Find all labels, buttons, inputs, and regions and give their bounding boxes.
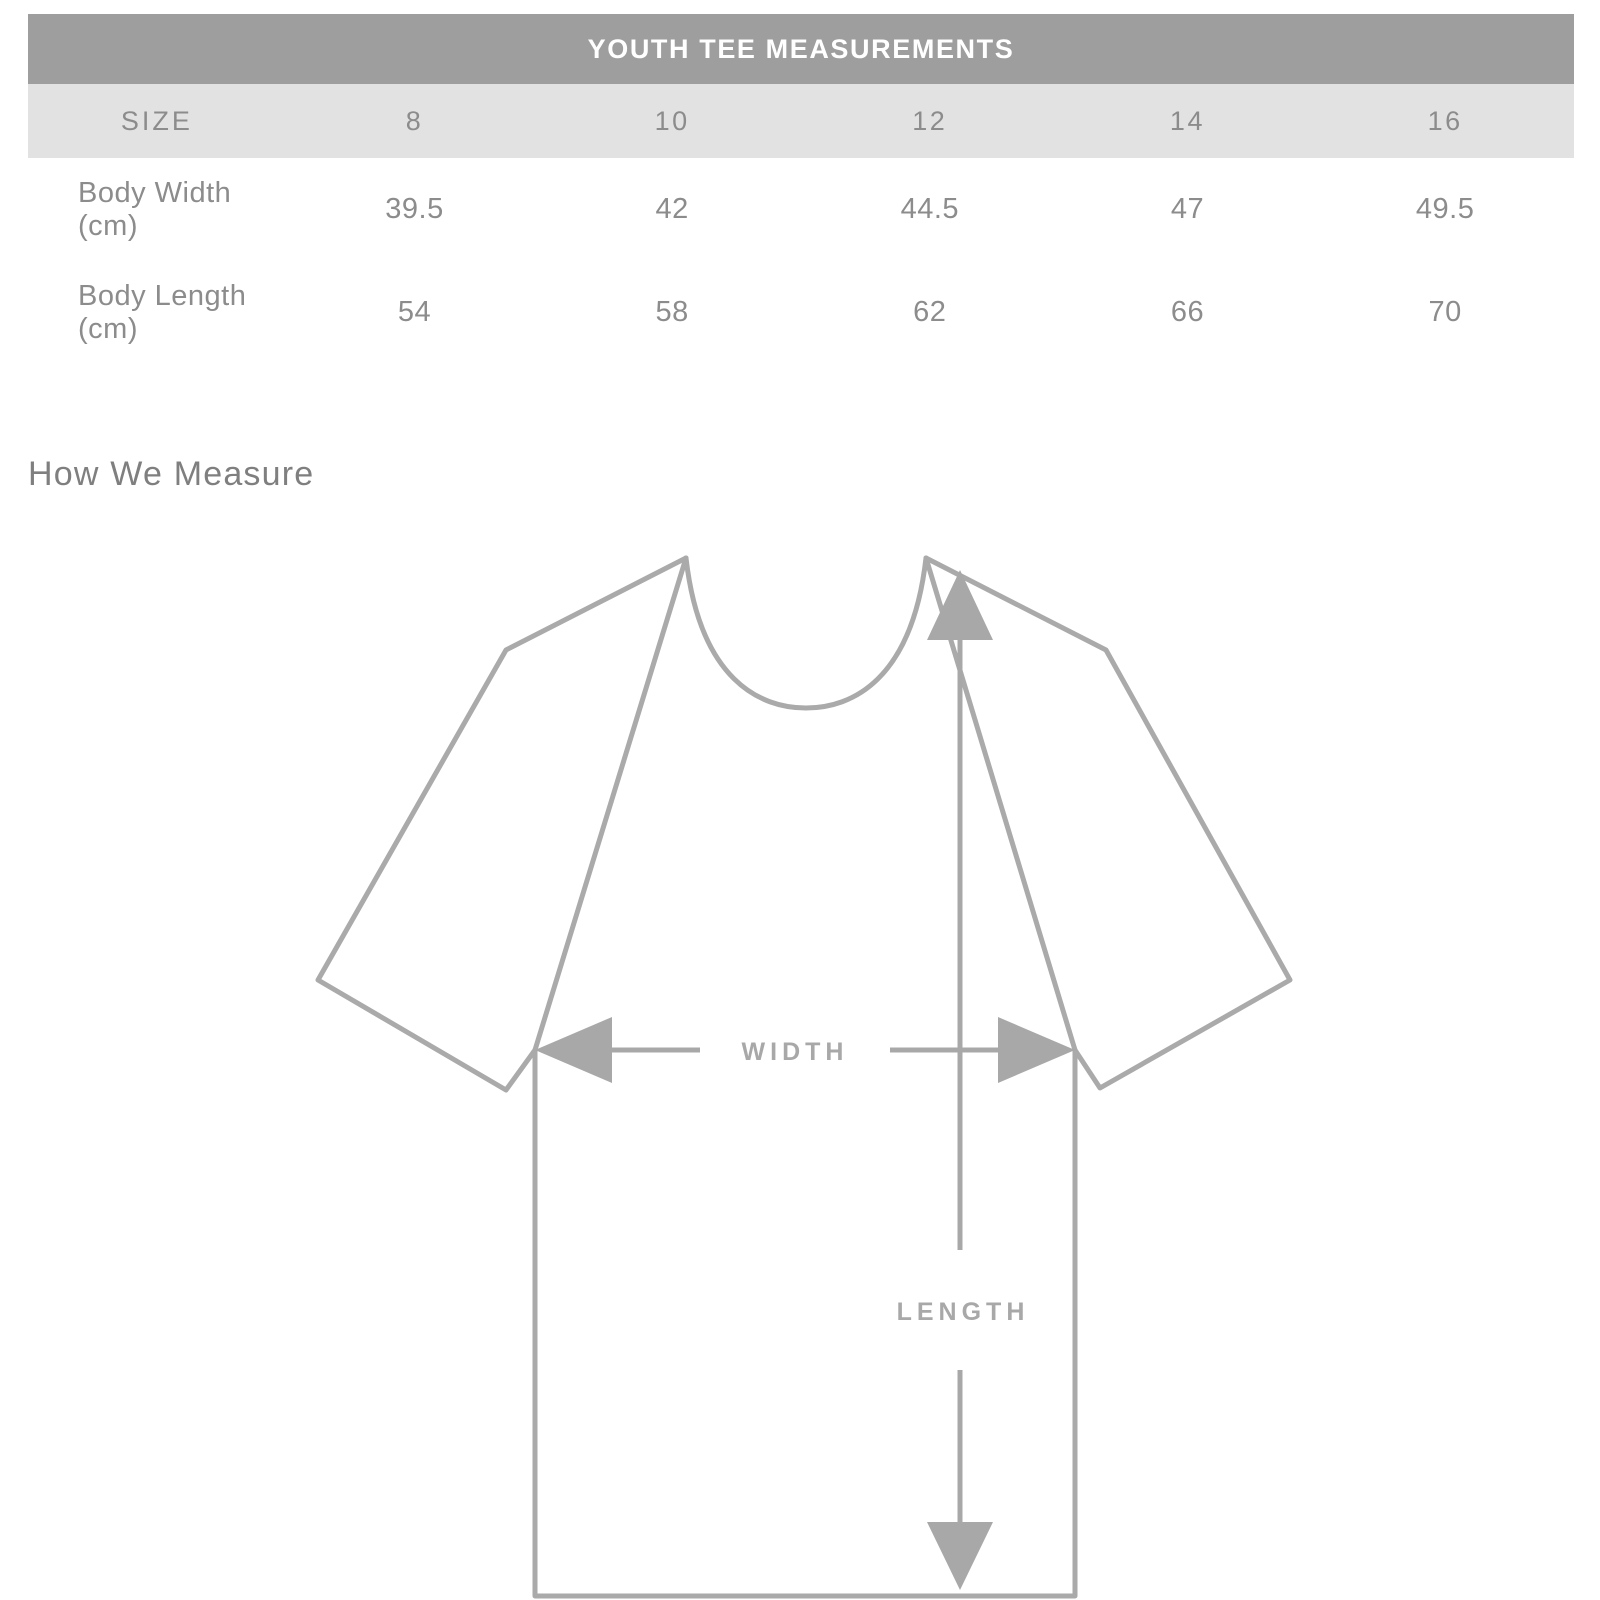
table-row <box>28 261 1574 364</box>
size-chart-table <box>28 14 1574 364</box>
cell-body-length-8: 54 <box>286 261 544 364</box>
header-cell-16: 16 <box>1316 84 1574 158</box>
width-label: WIDTH <box>741 1038 849 1066</box>
table-title: YOUTH TEE MEASUREMENTS <box>28 14 1574 84</box>
cell-body-width-16: 49.5 <box>1316 158 1574 261</box>
width-arrow-icon <box>535 1017 1075 1083</box>
row-label-body-length: Body Length (cm) <box>28 261 286 364</box>
header-cell-14: 14 <box>1059 84 1317 158</box>
cell-body-length-10: 58 <box>543 261 801 364</box>
header-cell-10: 10 <box>543 84 801 158</box>
header-cell-8: 8 <box>286 84 544 158</box>
row-label-body-width: Body Width (cm) <box>28 158 286 261</box>
cell-body-length-16: 70 <box>1316 261 1574 364</box>
table-row <box>28 158 1574 261</box>
table-header-row <box>28 84 1574 158</box>
header-cell-12: 12 <box>801 84 1059 158</box>
cell-body-length-14: 66 <box>1059 261 1317 364</box>
header-cell-size: SIZE <box>28 84 286 158</box>
how-we-measure-heading: How We Measure <box>28 455 315 493</box>
cell-body-width-10: 42 <box>543 158 801 261</box>
cell-body-length-12: 62 <box>801 261 1059 364</box>
tee-measurement-diagram <box>0 530 1600 1600</box>
length-arrow-icon <box>855 570 1070 1590</box>
cell-body-width-8: 39.5 <box>286 158 544 261</box>
table-title-row <box>28 14 1574 84</box>
cell-body-width-14: 47 <box>1059 158 1317 261</box>
cell-body-width-12: 44.5 <box>801 158 1059 261</box>
length-label: LENGTH <box>896 1298 1030 1326</box>
